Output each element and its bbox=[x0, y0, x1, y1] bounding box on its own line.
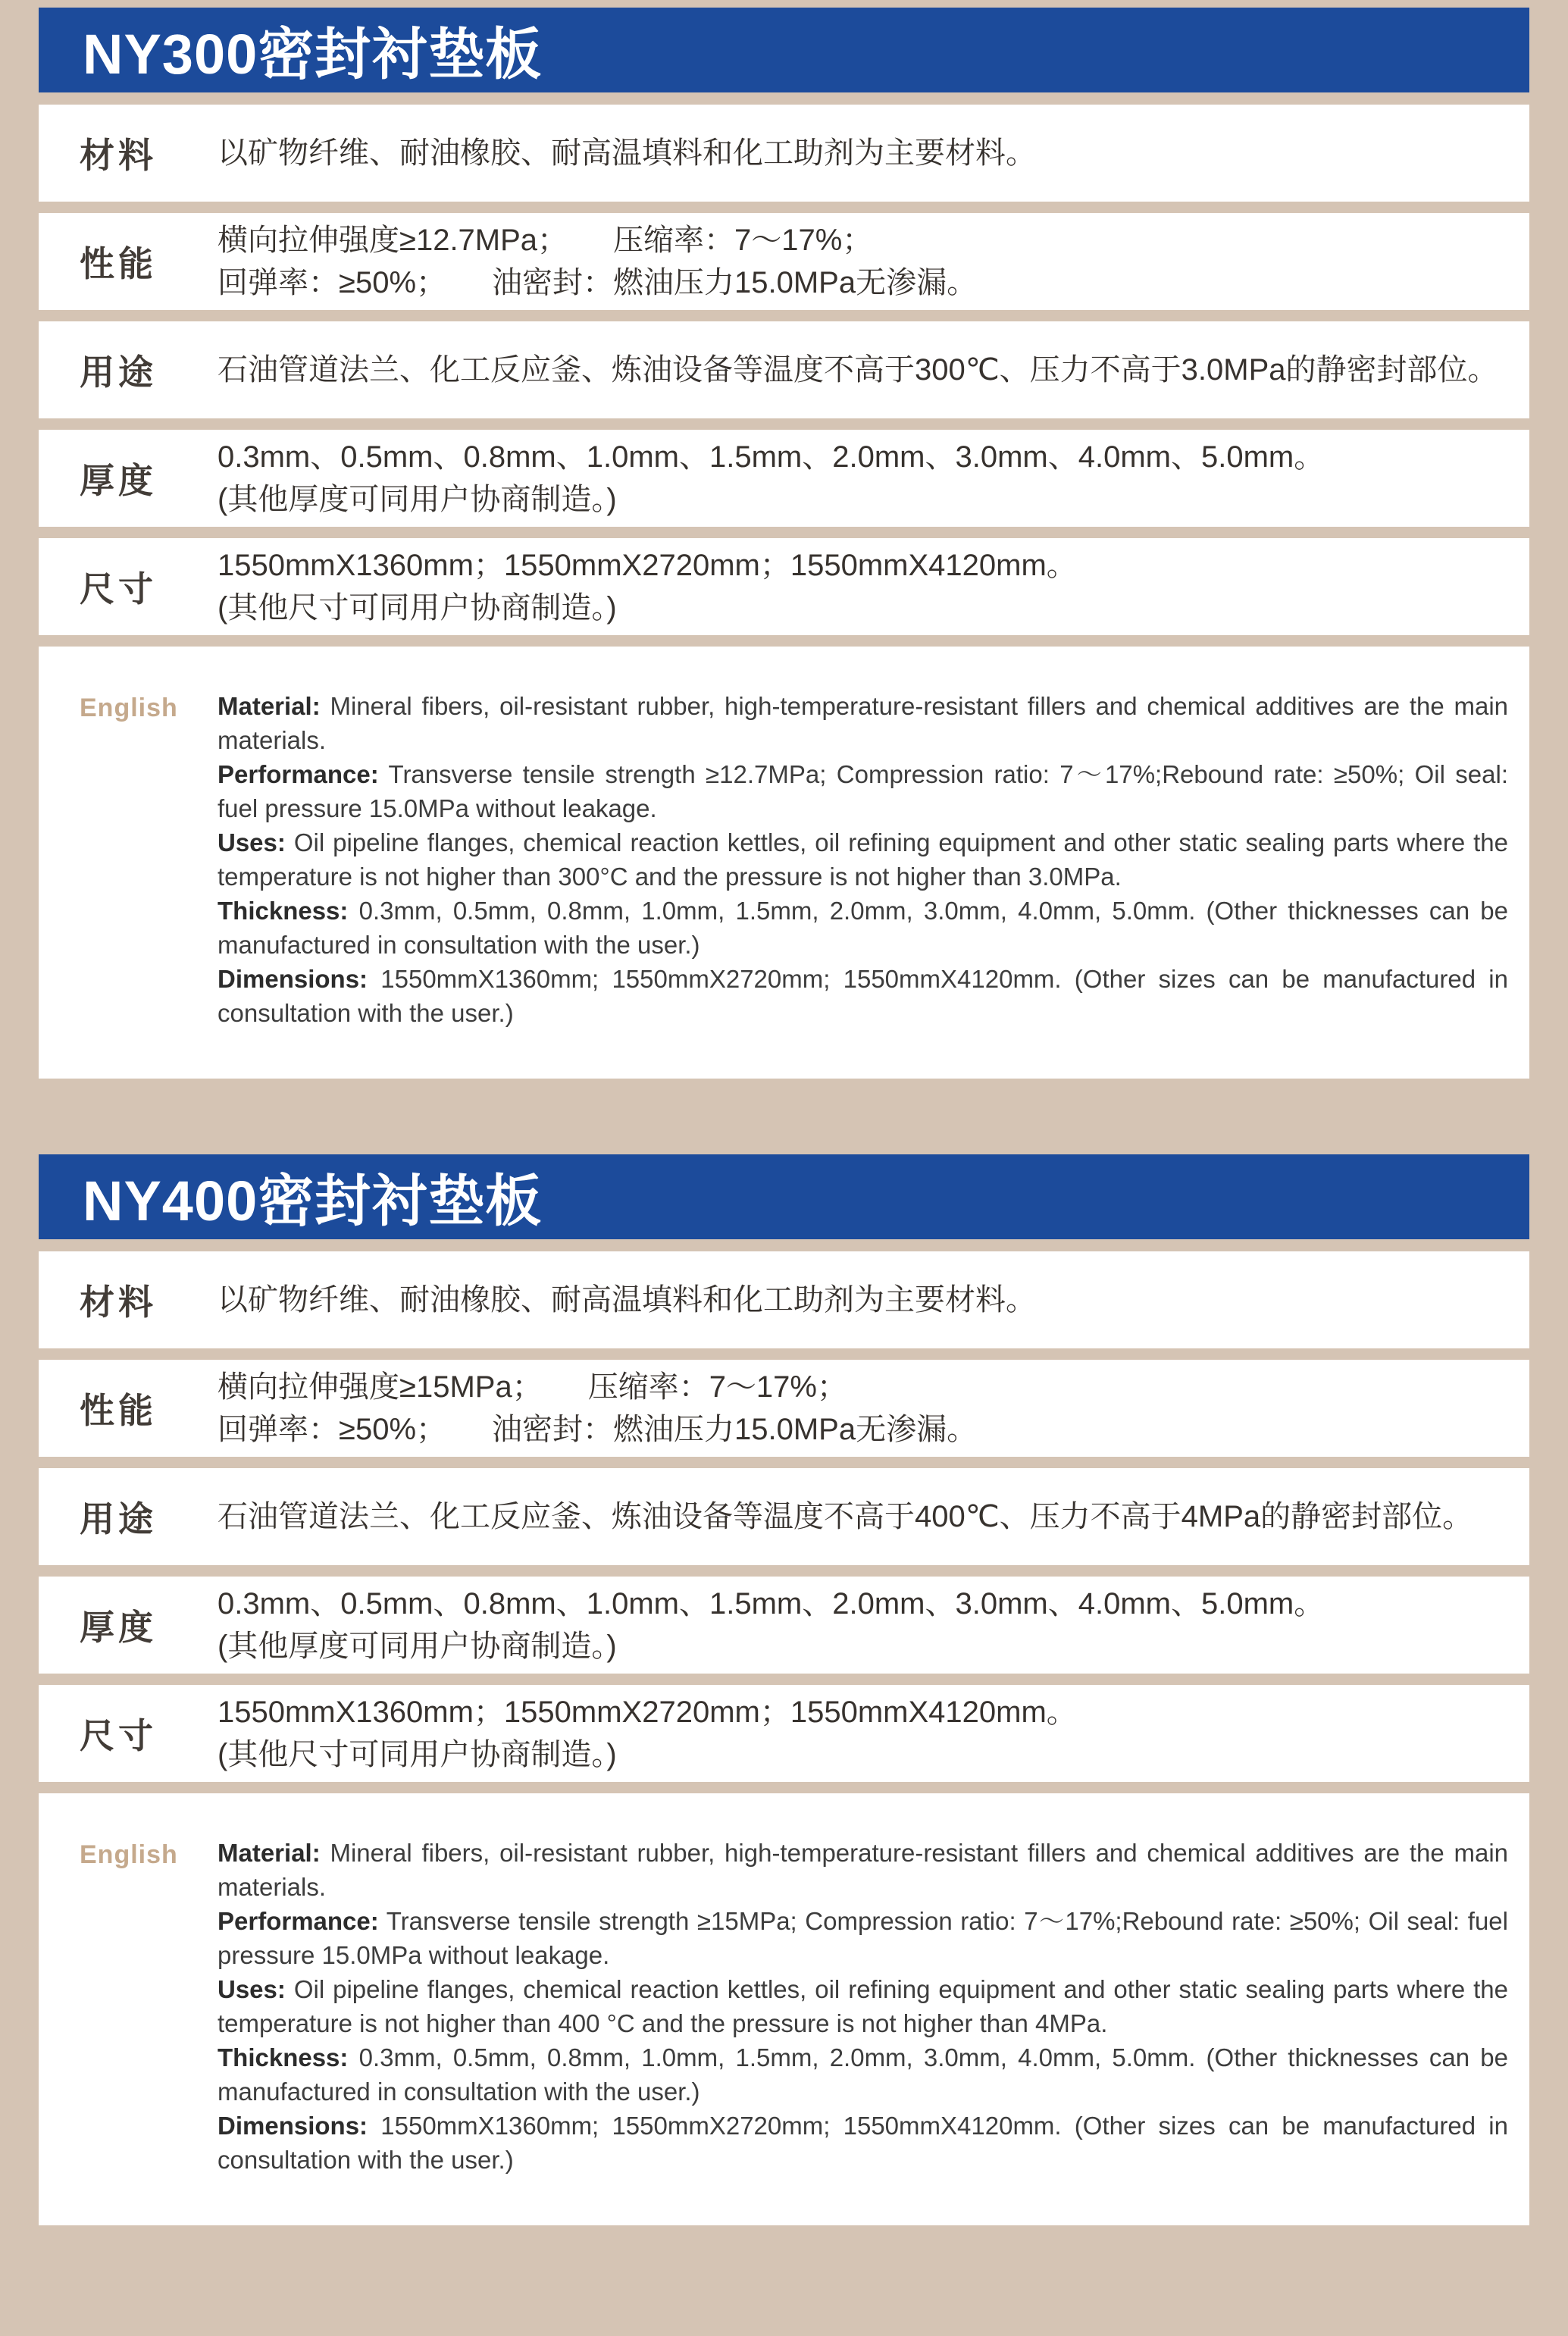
product-section-1 bbox=[39, 8, 1529, 1079]
spec-row bbox=[39, 1685, 1529, 1782]
english-paragraph-text: Oil pipeline flanges, chemical reaction kettles, oil refining equipment and other static sealing parts where the temperature is not higher than 400 °C and the pressure is not higher than 4MPa. bbox=[218, 1975, 1508, 2037]
spec-row-content bbox=[218, 1279, 1514, 1321]
spec-rows bbox=[39, 1251, 1529, 1782]
spec-content-line: 1550mmX1360mm；1550mmX2720mm；1550mmX4120mm。 bbox=[218, 549, 1077, 582]
spec-content-line: 0.3mm、0.5mm、0.8mm、1.0mm、1.5mm、2.0mm、3.0mm、4.0mm、5.0mm。 bbox=[218, 1587, 1325, 1620]
spec-row bbox=[39, 1360, 1529, 1457]
spec-content-line: 横向拉伸强度≥12.7MPa； 压缩率：7～17%； bbox=[218, 224, 873, 257]
english-paragraph bbox=[218, 1836, 1508, 1904]
spec-row-label: 用途 bbox=[80, 352, 157, 392]
spec-row-content bbox=[218, 1583, 1514, 1667]
english-paragraph-text: Mineral fibers, oil-resistant rubber, high-temperature-resistant fillers and chemical additives are the main materials. bbox=[218, 1839, 1508, 1901]
spec-content-line: (其他厚度可同用户协商制造。) bbox=[218, 483, 617, 516]
english-paragraph-text: Mineral fibers, oil-resistant rubber, high-temperature-resistant fillers and chemical additives are the main materials. bbox=[218, 692, 1508, 754]
spec-row bbox=[39, 1251, 1529, 1348]
english-paragraph-lead: Performance: bbox=[218, 1907, 379, 1935]
spec-row-label: 尺寸 bbox=[80, 1716, 157, 1755]
english-paragraph bbox=[218, 2040, 1508, 2109]
spec-row-content bbox=[218, 436, 1514, 521]
english-paragraph-lead: Performance: bbox=[218, 760, 379, 788]
english-paragraph-text: 1550mmX1360mm; 1550mmX2720mm; 1550mmX4120mm. (Other sizes can be manufactured in consultation with the user.) bbox=[218, 965, 1508, 1027]
english-paragraph-lead: Uses: bbox=[218, 828, 286, 856]
english-paragraph-lead: Material: bbox=[218, 692, 321, 720]
english-paragraph-lead: Dimensions: bbox=[218, 965, 368, 993]
spec-row-label: 材料 bbox=[80, 136, 157, 175]
spec-content-line: 石油管道法兰、化工反应釜、炼油设备等温度不高于400℃、压力不高于4MPa的静密封部位。 bbox=[218, 1500, 1473, 1533]
english-label: English bbox=[80, 694, 178, 722]
english-paragraph-text: Oil pipeline flanges, chemical reaction kettles, oil refining equipment and other static sealing parts where the temperature is not higher than 300°C and the pressure is not higher than 3.0MPa. bbox=[218, 828, 1508, 891]
spec-row-content bbox=[218, 1495, 1514, 1538]
english-paragraph bbox=[218, 1904, 1508, 1972]
spec-content-line: 0.3mm、0.5mm、0.8mm、1.0mm、1.5mm、2.0mm、3.0mm、4.0mm、5.0mm。 bbox=[218, 440, 1325, 474]
spec-row bbox=[39, 321, 1529, 418]
spec-row-content bbox=[218, 544, 1514, 629]
spec-content-line: (其他厚度可同用户协商制造。) bbox=[218, 1630, 617, 1663]
english-block bbox=[39, 647, 1529, 1079]
spec-row bbox=[39, 1468, 1529, 1565]
spec-row-content bbox=[218, 219, 1514, 304]
english-paragraph bbox=[218, 757, 1508, 825]
english-paragraph-text: 0.3mm, 0.5mm, 0.8mm, 1.0mm, 1.5mm, 2.0mm, 3.0mm, 4.0mm, 5.0mm. (Other thicknesses can be manufactured in consultation with the user.) bbox=[218, 2043, 1508, 2106]
spec-row-label: 用途 bbox=[80, 1499, 157, 1539]
section-title: NY300密封衬垫板 bbox=[83, 23, 543, 86]
spec-row-content bbox=[218, 349, 1514, 391]
section-header bbox=[39, 8, 1529, 92]
english-label: English bbox=[80, 1840, 178, 1869]
spec-content-line: (其他尺寸可同用户协商制造。) bbox=[218, 1738, 617, 1771]
english-paragraph bbox=[218, 2109, 1508, 2177]
section-header bbox=[39, 1154, 1529, 1239]
english-paragraph bbox=[218, 1972, 1508, 2040]
section-title: NY400密封衬垫板 bbox=[83, 1170, 543, 1232]
english-paragraph-text: 1550mmX1360mm; 1550mmX2720mm; 1550mmX4120mm. (Other sizes can be manufactured in consultation with the user.) bbox=[218, 2112, 1508, 2174]
spec-content-line: 横向拉伸强度≥15MPa； 压缩率：7～17%； bbox=[218, 1370, 847, 1404]
spec-row-label: 性能 bbox=[80, 1391, 157, 1430]
english-paragraph bbox=[218, 825, 1508, 894]
english-paragraph-lead: Thickness: bbox=[218, 897, 349, 925]
english-paragraph-lead: Thickness: bbox=[218, 2043, 349, 2071]
spec-row-content bbox=[218, 1366, 1514, 1451]
spec-row-label: 材料 bbox=[80, 1282, 157, 1322]
spec-rows bbox=[39, 105, 1529, 635]
spec-row-label: 尺寸 bbox=[80, 569, 157, 609]
spec-content-line: 1550mmX1360mm；1550mmX2720mm；1550mmX4120mm。 bbox=[218, 1696, 1077, 1729]
english-paragraph-lead: Dimensions: bbox=[218, 2112, 368, 2140]
english-paragraph bbox=[218, 962, 1508, 1030]
english-paragraph bbox=[218, 894, 1508, 962]
spec-content-line: (其他尺寸可同用户协商制造。) bbox=[218, 591, 617, 625]
english-paragraph-text: 0.3mm, 0.5mm, 0.8mm, 1.0mm, 1.5mm, 2.0mm, 3.0mm, 4.0mm, 5.0mm. (Other thicknesses can be manufactured in consultation with the user.) bbox=[218, 897, 1508, 959]
spec-row bbox=[39, 105, 1529, 202]
english-paragraphs bbox=[218, 689, 1508, 1044]
spec-row-content bbox=[218, 132, 1514, 174]
spec-row-label: 厚度 bbox=[80, 461, 157, 500]
sections-container bbox=[39, 8, 1529, 2225]
spec-row-label: 性能 bbox=[80, 244, 157, 283]
spec-row bbox=[39, 213, 1529, 310]
english-paragraph-lead: Material: bbox=[218, 1839, 321, 1867]
spec-content-line: 回弹率：≥50%； 油密封：燃油压力15.0MPa无渗漏。 bbox=[218, 1413, 978, 1446]
spec-row-label: 厚度 bbox=[80, 1608, 157, 1647]
english-block bbox=[39, 1793, 1529, 2225]
spec-content-line: 石油管道法兰、化工反应釜、炼油设备等温度不高于300℃、压力不高于3.0MPa的静密封部位。 bbox=[218, 353, 1498, 387]
product-section-2 bbox=[39, 1154, 1529, 2225]
english-paragraph-text: Transverse tensile strength ≥15MPa; Compression ratio: 7～17%;Rebound rate: ≥50%; Oil seal: fuel pressure 15.0MPa without leakage. bbox=[218, 1907, 1508, 1969]
spec-row bbox=[39, 430, 1529, 527]
spec-content-line: 以矿物纤维、耐油橡胶、耐高温填料和化工助剂为主要材料。 bbox=[218, 1283, 1036, 1317]
spec-row bbox=[39, 1577, 1529, 1674]
english-paragraph bbox=[218, 689, 1508, 757]
spec-row bbox=[39, 538, 1529, 635]
spec-row-content bbox=[218, 1691, 1514, 1776]
english-paragraph-lead: Uses: bbox=[218, 1975, 286, 2003]
spec-content-line: 回弹率：≥50%； 油密封：燃油压力15.0MPa无渗漏。 bbox=[218, 266, 978, 299]
spec-content-line: 以矿物纤维、耐油橡胶、耐高温填料和化工助剂为主要材料。 bbox=[218, 136, 1036, 170]
english-paragraphs bbox=[218, 1836, 1508, 2190]
english-paragraph-text: Transverse tensile strength ≥12.7MPa; Compression ratio: 7～17%;Rebound rate: ≥50%; Oil seal: fuel pressure 15.0MPa without leakage. bbox=[218, 760, 1508, 822]
